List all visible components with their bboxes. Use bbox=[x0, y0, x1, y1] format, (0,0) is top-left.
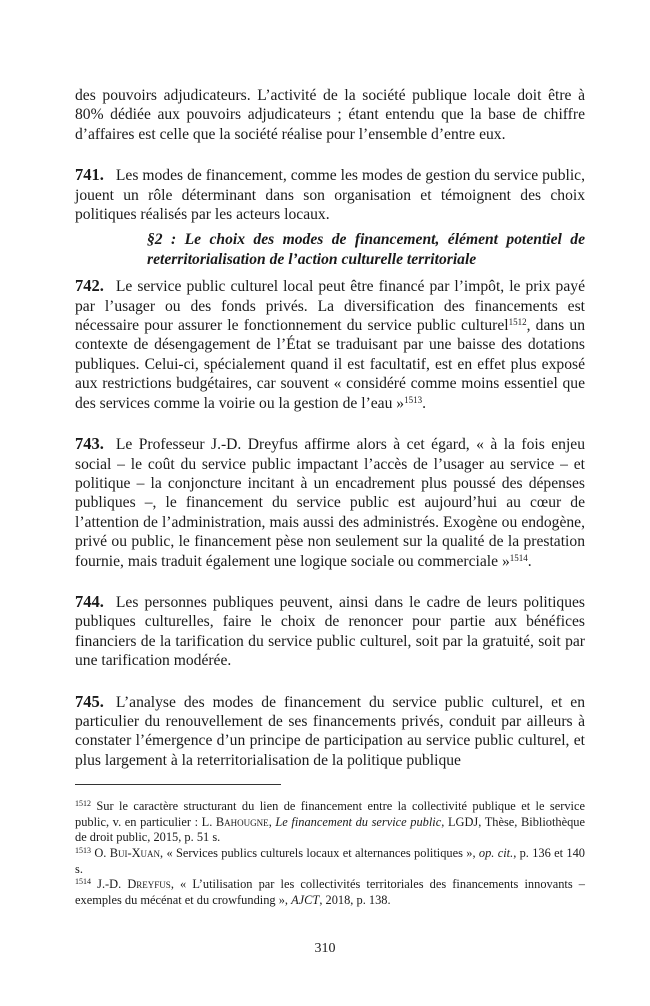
page-number: 310 bbox=[314, 941, 336, 956]
footnote-1514 bbox=[75, 877, 585, 908]
footnote-number: 1512 bbox=[75, 799, 91, 809]
footnote-text: , p. 136 et 140 s. bbox=[75, 845, 585, 876]
footnote-author: Bui-Xuan bbox=[109, 845, 161, 860]
footnote-ref[interactable]: 1513 bbox=[404, 394, 423, 405]
footnote-text: Sur le caractère structurant du lien de financement entre la collectivité publique et le service public, v. en particulier : L. bbox=[75, 799, 585, 829]
footnote-journal: AJCT bbox=[291, 892, 320, 907]
paragraph-text: Les personnes publiques peuvent, ainsi dans le cadre de leurs politiques publiques culturelles, faire le choix de renoncer pour partie aux bénéfices financiers de la tarification du service public culturel, soit par la gratuité, soit par une tarification modérée. bbox=[75, 593, 585, 670]
footnote-text: , « Services publics culturels locaux et alternances politiques », bbox=[160, 845, 479, 860]
footnote-text: , LGDJ, Thèse, Bibliothèque de droit public, 2015, p. 51 s. bbox=[75, 814, 586, 845]
section-heading: §2 : Le choix des modes de financement, élément potentiel de reterritorialisation de l’action culturelle territoriale bbox=[147, 231, 585, 268]
footnote-author: Bahougne bbox=[215, 814, 269, 829]
footnote-op-cit: op. cit. bbox=[478, 845, 514, 860]
footnote-text: , bbox=[268, 814, 276, 829]
paragraph-741 bbox=[75, 165, 585, 224]
paragraph-text: Le service public culturel local peut être financé par l’impôt, le prix payé par l’usager ou des fonds privés. La diversification des financements est nécessaire pour assurer le fonctionnement du service public culturel bbox=[75, 278, 585, 335]
paragraph-text: des pouvoirs adjudicateurs. L’activité de la société publique locale doit être à 80% dédiée aux pouvoirs adjudicateurs ; étant entendu que la base de chiffre d’affaires est celle que la société réalise pour l’ensemble d’entre eux. bbox=[75, 87, 585, 143]
footnote-text: , 2018, p. 138. bbox=[319, 892, 391, 907]
paragraph-742 bbox=[75, 276, 585, 413]
paragraph-continued bbox=[75, 86, 585, 144]
paragraph-text: . bbox=[527, 552, 532, 570]
paragraph-text: Le Professeur J.-D. Dreyfus affirme alors à cet égard, « à la fois enjeu social – le coût du service public impactant l’accès de l’usager au service – et politique – la conjoncture incitant à un encadrement plus poussé des dépenses publiques –, le financement du service public est aujourd’hui au cœur de l’attention de l’administration, mais aussi des administrés. Exogène ou endogène, privé ou public, le financement pèse non seulement sur la qualité de la prestation fournie, mais traduit également une logique sociale ou commerciale » bbox=[75, 436, 585, 570]
footnote-number: 1514 bbox=[75, 877, 91, 887]
paragraph-number: 741. bbox=[75, 165, 104, 185]
paragraph-text: Les modes de financement, comme les modes de gestion du service public, jouent un rôle déterminant dans son organisation et témoignent des choix politiques réalisés par les acteurs locaux. bbox=[75, 167, 585, 224]
footnote-text: , « L’utilisation par les collectivités territoriales des financements innovants – exemples du mécénat et du crowfunding », bbox=[75, 877, 585, 907]
paragraph-745 bbox=[75, 692, 585, 771]
paragraph-number: 743. bbox=[75, 434, 104, 454]
paragraph-text: , dans un contexte de désengagement de l’État se traduisant par une baisse des dotations publiques. Celui-ci, spécialement quand il est facultatif, est en effet plus exposé aux restrictions budgétaires, car souvent « considéré comme moins essentiel que des services comme la voirie ou la gestion de l’eau » bbox=[75, 317, 585, 412]
footnote-ref[interactable]: 1512 bbox=[508, 317, 527, 328]
paragraph-text: L’analyse des modes de financement du service public culturel, et en particulier du renouvellement de ses financements privés, conduit par ailleurs à constater l’émergence d’un principe de participation au service public culturel, et plus largement à la reterritorialisation de la politique publique bbox=[75, 693, 585, 769]
footnote-number: 1513 bbox=[75, 845, 91, 855]
paragraph-743 bbox=[75, 434, 585, 571]
footnote-text: O. bbox=[91, 845, 110, 860]
page-body bbox=[75, 86, 585, 908]
paragraph-744 bbox=[75, 592, 585, 671]
footnote-author: Dreyfus bbox=[127, 877, 171, 892]
footnote-1512 bbox=[75, 799, 585, 846]
footnote-1513 bbox=[75, 846, 585, 877]
paragraph-number: 744. bbox=[75, 591, 104, 611]
paragraph-text: . bbox=[422, 394, 426, 412]
footnote-divider bbox=[75, 784, 281, 785]
paragraph-number: 745. bbox=[75, 691, 104, 711]
footnote-title: Le financement du service public bbox=[275, 814, 442, 829]
footnote-text: J.-D. bbox=[91, 877, 128, 892]
footnote-ref[interactable]: 1514 bbox=[509, 552, 528, 563]
paragraph-number: 742. bbox=[75, 276, 104, 296]
